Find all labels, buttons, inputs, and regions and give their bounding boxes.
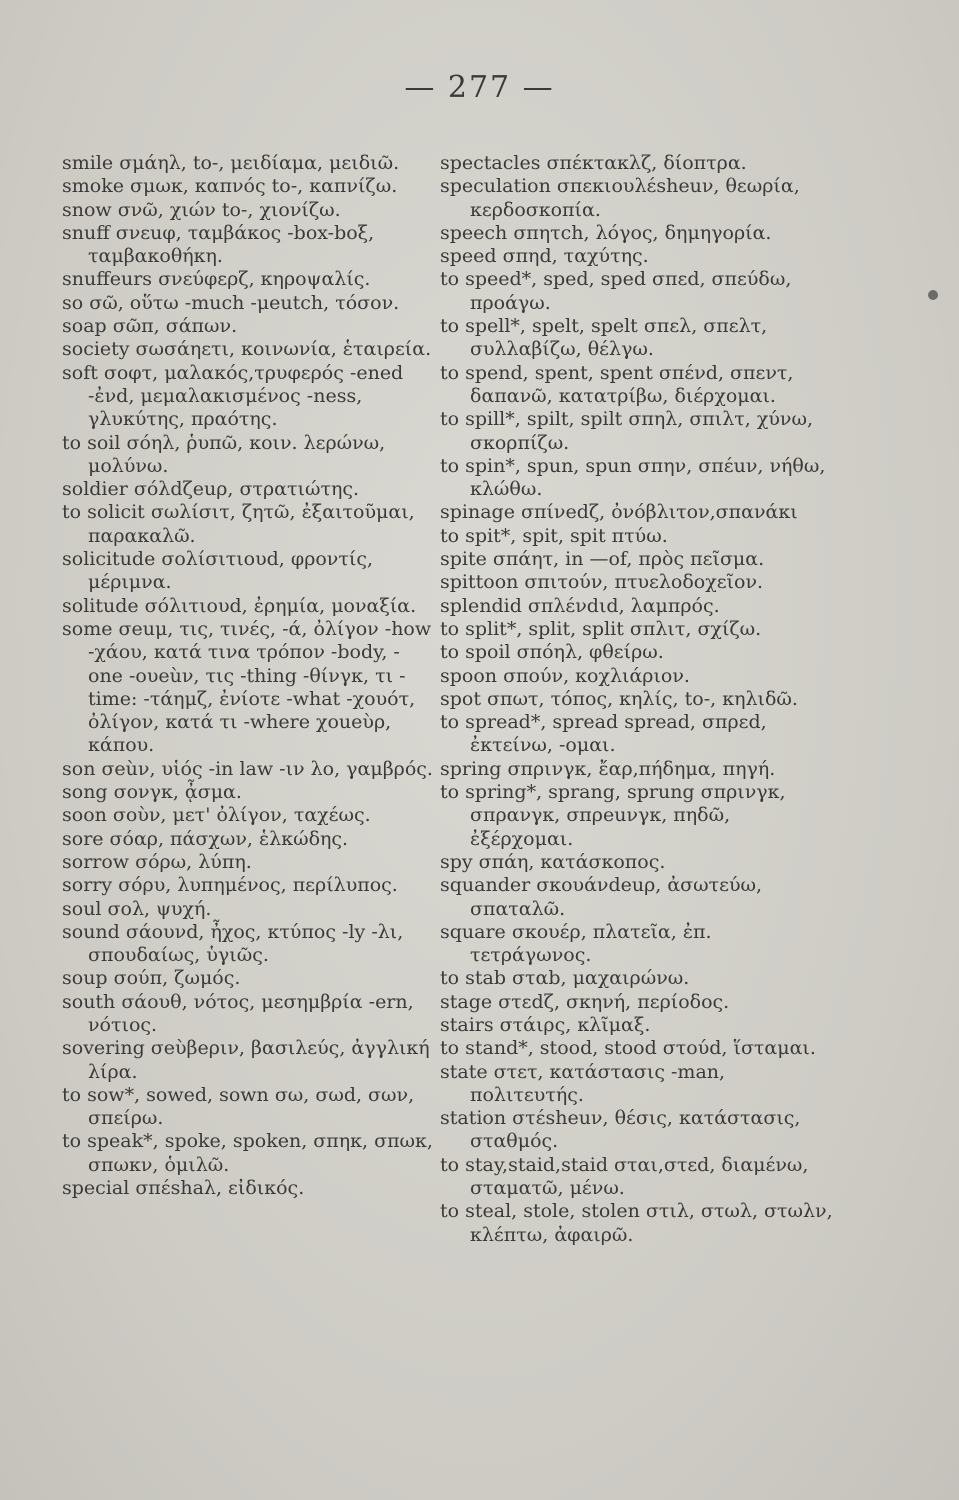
dictionary-entry: to soil σόηλ, ῥυπῶ, κοιν. λερώνω, μολύνω. (62, 431, 386, 477)
dictionary-entry: snuff σνεuφ, ταμβάκος -box-boξ, ταμβακοθήκη. (62, 221, 375, 268)
dictionary-entry: speculation σπεκιουλέsheuν, θεωρία, κερδοσκοπία. (440, 175, 800, 221)
dictionary-entry: state στετ, κατάστασις -man, πολιτευτής. (440, 1060, 726, 1106)
dictionary-entry: squander σκουάνdeuρ, ἀσωτεύω, σπαταλῶ. (440, 874, 763, 920)
dictionary-entry: to steal, stole, stolen στιλ, στωλ, στωλν, κλέπτω, ἀφαιρῶ. (440, 1200, 833, 1246)
dictionary-entry: spinage σπίνedζ, ὀνόβλιτον,σπανάκι (440, 501, 798, 524)
dictionary-entry: to stab σταb, μαχαιρώνω. (440, 967, 690, 990)
dictionary-entry: spy σπάη, κατάσκοπος. (440, 850, 666, 873)
dictionary-entry: station στέsheuν, θέσις, κατάστασις, σταθμός. (440, 1107, 801, 1153)
dictionary-entry: spring σπρινγκ, ἔαρ,πήδημα, πηγή. (440, 757, 776, 780)
dictionary-entry: sore σόαρ, πάσχων, ἑλκώδης. (62, 827, 349, 850)
dictionary-entry: to spill*, spilt, spilt σπηλ, σπιλτ, χύνω, σκορπίζω. (440, 408, 814, 454)
dictionary-entry: splendid σπλένdιd, λαμπρός. (440, 594, 720, 617)
dictionary-entry: snow σνῶ, χιών to-, χιονίζω. (62, 198, 341, 221)
dictionary-entry: to sow*, sowed, sown σω, σωd, σων, σπείρω. (62, 1083, 415, 1130)
dictionary-entry: sorrow σόρω, λύπη. (62, 850, 252, 873)
dictionary-entry: to spell*, spelt, spelt σπελ, σπελτ, συλλαβίζω, θέλγω. (440, 315, 768, 361)
dictionary-entry: to spend, spent, spent σπένd, σπεντ, δαπανῶ, κατατρίβω, διέρχομαι. (440, 361, 794, 407)
dictionary-entry: sovering σeὺβeριν, βασιλεύς, ἀγγλική λίρα. (62, 1037, 430, 1083)
dictionary-entry: song σονγκ, ᾆσμα. (62, 781, 242, 804)
dictionary-entry: to stay,staid,staid σται,στεd, διαμένω, σταματῶ, μένω. (440, 1153, 809, 1200)
dictionary-entry: to speak*, spoke, spoken, σπηκ, σπωκ, σπωκν, ὁμιλῶ. (62, 1130, 433, 1176)
dictionary-entry: to spin*, spun, spun σπην, σπέuν, νήθω, κλώθω. (440, 454, 826, 501)
dictionary-entry: spot σπωτ, τόπος, κηλίς, to-, κηλιδῶ. (440, 687, 798, 710)
dictionary-entry: spite σπάητ, in —of, πρὸς πεῖσμα. (440, 548, 765, 571)
dictionary-entry: solitude σόλιτιουd, ἐρημία, μοναξία. (62, 594, 417, 617)
dictionary-entry: spectacles σπέκτακλζ, δίοπτρα. (440, 152, 747, 174)
left-column (62, 152, 434, 1200)
dictionary-entry: to spoil σπόηλ, φθείρω. (440, 641, 664, 664)
dictionary-entry: spoon σπούν, κοχλιάριον. (440, 664, 690, 687)
dictionary-entry: society σωσάηετι, κοινωνία, ἑταιρεία. (62, 338, 432, 361)
dictionary-entry: to split*, split, split σπλιτ, σχίζω. (440, 617, 762, 640)
dictionary-entry: speech σπητch, λόγος, δημηγορία. (440, 221, 772, 244)
dictionary-entry: soap σῶπ, σάπων. (62, 315, 238, 338)
dictionary-entry: son σeùν, υἱός -in law -ιν λο, γαμβρός. (62, 757, 433, 780)
right-column (440, 152, 835, 1247)
dictionary-entry: smoke σμωκ, καπνός to-, καπνίζω. (62, 175, 398, 198)
dictionary-entry: to spit*, spit, spit πτύω. (440, 524, 668, 547)
page-number: — 277 — (404, 70, 555, 105)
dictionary-entry: sound σάουνd, ἦχος, κτύπος -ly -λι, σπουδαίως, ὑγιῶς. (62, 920, 404, 967)
dictionary-entry: sorry σόρυ, λυπημένος, περίλυπος. (62, 874, 398, 897)
dictionary-entry: so σῶ, οὕτω -much -μeutch, τόσον. (62, 291, 400, 314)
dictionary-entry: to stand*, stood, stood στούd, ἵσταμαι. (440, 1037, 816, 1060)
dictionary-entry: soup σούπ, ζωμός. (62, 967, 241, 990)
dictionary-entry: spittoon σπιτούν, πτυελοδοχεῖον. (440, 571, 764, 594)
dictionary-entry: south σάουθ, νότος, μεσημβρία -ern, νότιος. (62, 990, 414, 1036)
dictionary-entry: some σeuμ, τις, τινές, -ά, ὀλίγον -how -χάου, κατά τινα τρόπον -body, -one -ουeùν, τις -thing -θίνγκ, τι -time: -τάημζ, ἐνίοτε -what -χουότ, ὀλίγον, κατά τι -where χoueὺρ, κάπου. (62, 617, 432, 757)
dictionary-entry: to spread*, spread spread, σπρεd, ἐκτείνω, -ομαι. (440, 711, 767, 757)
dictionary-entry: soul σολ, ψυχή. (62, 897, 212, 920)
dictionary-entry: to speed*, sped, sped σπεd, σπεύδω, προάγω. (440, 268, 792, 314)
dictionary-entry: square σκουέρ, πλατεῖα, ἐπ. τετράγωνος. (440, 920, 712, 967)
ink-blot (928, 290, 938, 300)
dictionary-entry: to spring*, sprang, sprung σπρινγκ, σπρανγκ, σπρeuνγκ, πηδῶ, ἐξέρχομαι. (440, 781, 786, 850)
dictionary-entry: smile σμάηλ, to-, μειδίαμα, μειδιῶ. (62, 152, 400, 174)
dictionary-entry: special σπέshaλ, εἰδικός. (62, 1177, 305, 1200)
dictionary-entry: soon σοὺν, μετ' ὀλίγον, ταχέως. (62, 804, 371, 827)
dictionary-entry: speed σπηd, ταχύτης. (440, 245, 649, 268)
dictionary-entry: stage στεdζ, σκηνή, περίοδος. (440, 990, 730, 1013)
dictionary-entry: soldier σόλdζeuρ, στρατιώτης. (62, 478, 360, 501)
dictionary-entry: snuffeurs σνεύφερζ, κηροψαλίς. (62, 268, 371, 291)
dictionary-entry: to solicit σωλίσιτ, ζητῶ, ἐξαιτοῦμαι, παρακαλῶ. (62, 501, 415, 547)
dictionary-entry: stairs στάιρς, κλῖμαξ. (440, 1013, 651, 1036)
dictionary-entry: soft σοφτ, μαλακός,τρυφερός -ened -ἐνd, μεμαλακισμένος -ness, γλυκύτης, πραότης. (62, 361, 404, 431)
dictionary-entry: solicitude σολίσιτιουd, φροντίς, μέριμνα. (62, 548, 373, 594)
